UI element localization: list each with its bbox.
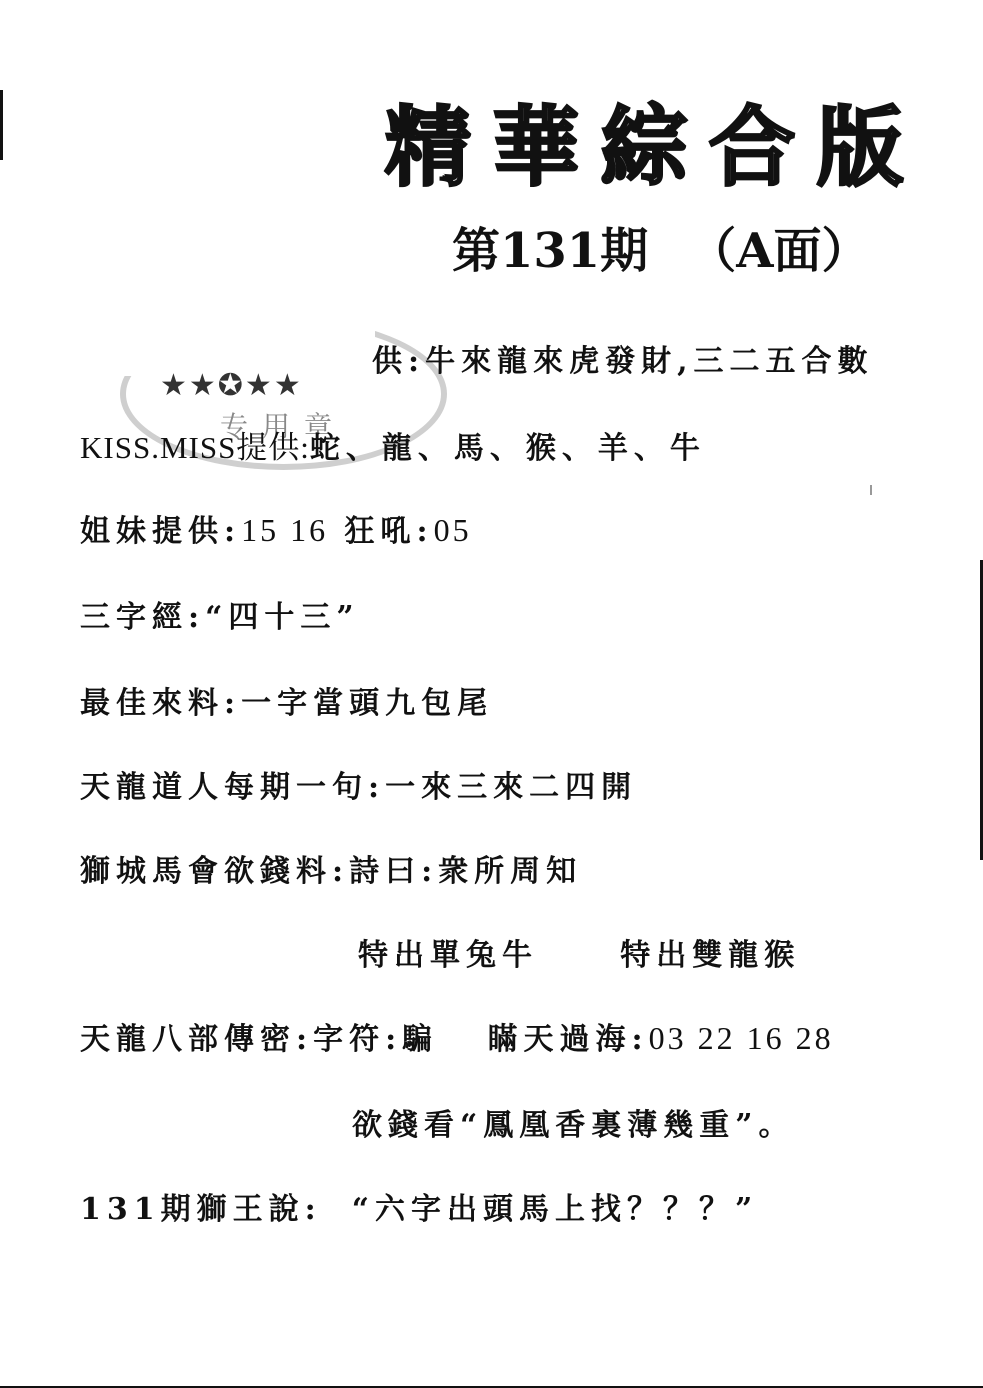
line-text: “六字出頭馬上找？？？” bbox=[351, 1192, 759, 1227]
line-text: 欲錢看“鳳凰香裏薄幾重”。 bbox=[352, 1108, 795, 1143]
line-text: 一字當頭九包尾 bbox=[241, 686, 494, 721]
scan-edge-left bbox=[0, 90, 3, 160]
text-line-three-char bbox=[80, 592, 360, 636]
text-line-best-material bbox=[80, 678, 493, 722]
line-label: 最佳來料: bbox=[80, 686, 242, 721]
line-label: 獅城馬會欲錢料: bbox=[80, 854, 350, 889]
line-text: 詩曰:衆所周知 bbox=[349, 854, 583, 889]
line-label: 131期獅王說: bbox=[80, 1192, 322, 1227]
issue-heading bbox=[452, 212, 869, 281]
line-label: 天龍道人每期一句: bbox=[80, 770, 386, 805]
line-numbers-2: 05 bbox=[433, 512, 472, 548]
line-text: 牛來龍來虎發財,三二五合數 bbox=[425, 344, 874, 379]
line-numbers: 03 22 16 28 bbox=[648, 1020, 834, 1056]
line-mid: 狂吼: bbox=[328, 514, 434, 549]
line-text: “四十三” bbox=[205, 600, 360, 635]
line-text: 一來三來二四開 bbox=[385, 770, 638, 805]
text-line-lion-king bbox=[80, 1184, 758, 1228]
line-label: 天龍八部傳密: bbox=[80, 1022, 314, 1057]
line-label: 三字經: bbox=[80, 600, 206, 635]
text-line-sisters bbox=[80, 506, 472, 550]
text-line-tianlong bbox=[80, 762, 637, 806]
side-label: （A面） bbox=[688, 223, 870, 279]
line-text: 蛇、龍、馬、猴、羊、牛 bbox=[309, 431, 706, 466]
text-line-kissmiss bbox=[80, 422, 706, 467]
line-label: 供: bbox=[372, 344, 426, 379]
line-label: KISS.MISS提供: bbox=[80, 430, 310, 465]
line-text: 字符:騙 瞞天過海: bbox=[313, 1022, 649, 1057]
line-text: 特出單兔牛 特出雙龍猴 bbox=[358, 938, 801, 973]
scan-speck bbox=[870, 485, 872, 495]
text-line-special bbox=[358, 930, 800, 974]
text-line-lion-city bbox=[80, 846, 582, 890]
text-line-phoenix bbox=[352, 1100, 795, 1144]
stamp-text: 专用章 bbox=[220, 410, 347, 443]
text-line-eight-parts bbox=[80, 1014, 834, 1058]
issue-number: 第131期 bbox=[452, 223, 649, 279]
line-label: 姐妹提供: bbox=[80, 514, 242, 549]
page-title: 精華綜合版 bbox=[385, 98, 925, 198]
line-numbers: 15 16 bbox=[241, 512, 329, 548]
text-line-provider bbox=[372, 336, 874, 380]
stamp-stars: ★★✪★★ bbox=[160, 368, 303, 403]
